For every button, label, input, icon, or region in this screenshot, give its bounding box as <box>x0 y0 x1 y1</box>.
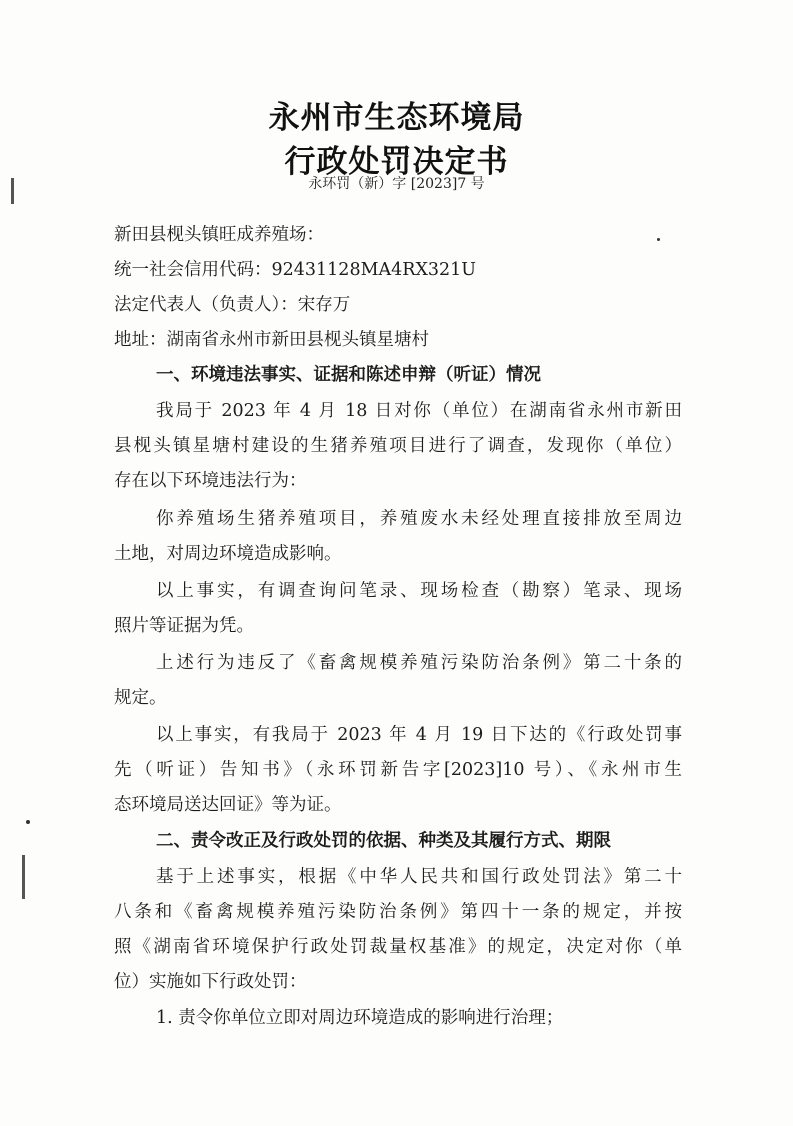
section1-paragraph-line: 我局于 2023 年 4 月 18 日对你（单位）在湖南省永州市新田 <box>156 401 682 421</box>
scan-speck <box>26 820 30 824</box>
section1-paragraph-line: 以上事实，有调查询问笔录、现场检查（勘察）笔录、现场 <box>156 581 682 601</box>
section1-paragraph-line: 照片等证据为凭。 <box>114 616 254 636</box>
section1-paragraph-line: 规定。 <box>114 688 167 708</box>
section2-paragraph-line: 八条和《畜禽规模养殖污染防治条例》第四十一条的规定，并按 <box>114 902 682 922</box>
document-title-type: 行政处罚决定书 <box>284 144 509 180</box>
section1-paragraph-line: 土地，对周边环境造成影响。 <box>114 544 342 564</box>
section1-paragraph-line: 存在以下环境违法行为： <box>114 471 307 491</box>
section2-paragraph-line: 基于上述事实，根据《中华人民共和国行政处罚法》第二十 <box>156 867 682 887</box>
party-name: 新田县枧头镇旺成养殖场： <box>114 225 324 245</box>
scan-speck <box>657 238 660 241</box>
section2-paragraph-line: 照《湖南省环境保护行政处罚裁量权基准》的规定，决定对你（单 <box>114 937 682 957</box>
section1-paragraph-line: 上述行为违反了《畜禽规模养殖污染防治条例》第二十条的 <box>156 653 682 673</box>
document-number: 永环罚（新）字 [2023]7 号 <box>308 176 485 192</box>
section2-paragraph-line: 位）实施如下行政处罚： <box>114 972 307 992</box>
section1-heading: 一、环境违法事实、证据和陈述申辩（听证）情况 <box>156 365 541 385</box>
section1-paragraph-line: 态环境局送达回证》等为证。 <box>114 795 342 815</box>
section2-heading: 二、责令改正及行政处罚的依据、种类及其履行方式、期限 <box>156 831 611 851</box>
party-credit-code: 统一社会信用代码：92431128MA4RX321U <box>114 260 477 280</box>
section1-paragraph-line: 先（听证）告知书》（永环罚新告字[2023]10 号）、《永州市生 <box>114 760 682 780</box>
document-title-agency: 永州市生态环境局 <box>268 100 525 136</box>
party-representative: 法定代表人（负责人）：宋存万 <box>114 295 351 315</box>
penalty-item-1: 1. 责令你单位立即对周边环境造成的影响进行治理； <box>156 1008 564 1028</box>
section1-paragraph-line: 县枧头镇星塘村建设的生猪养殖项目进行了调查，发现你（单位） <box>114 436 682 456</box>
section1-paragraph-line: 以上事实，有我局于 2023 年 4 月 19 日下达的《行政处罚事 <box>156 725 682 745</box>
party-address: 地址：湖南省永州市新田县枧头镇星塘村 <box>114 330 429 350</box>
scan-mark <box>22 855 25 899</box>
section1-paragraph-line: 你养殖场生猪养殖项目，养殖废水未经处理直接排放至周边 <box>156 509 682 529</box>
